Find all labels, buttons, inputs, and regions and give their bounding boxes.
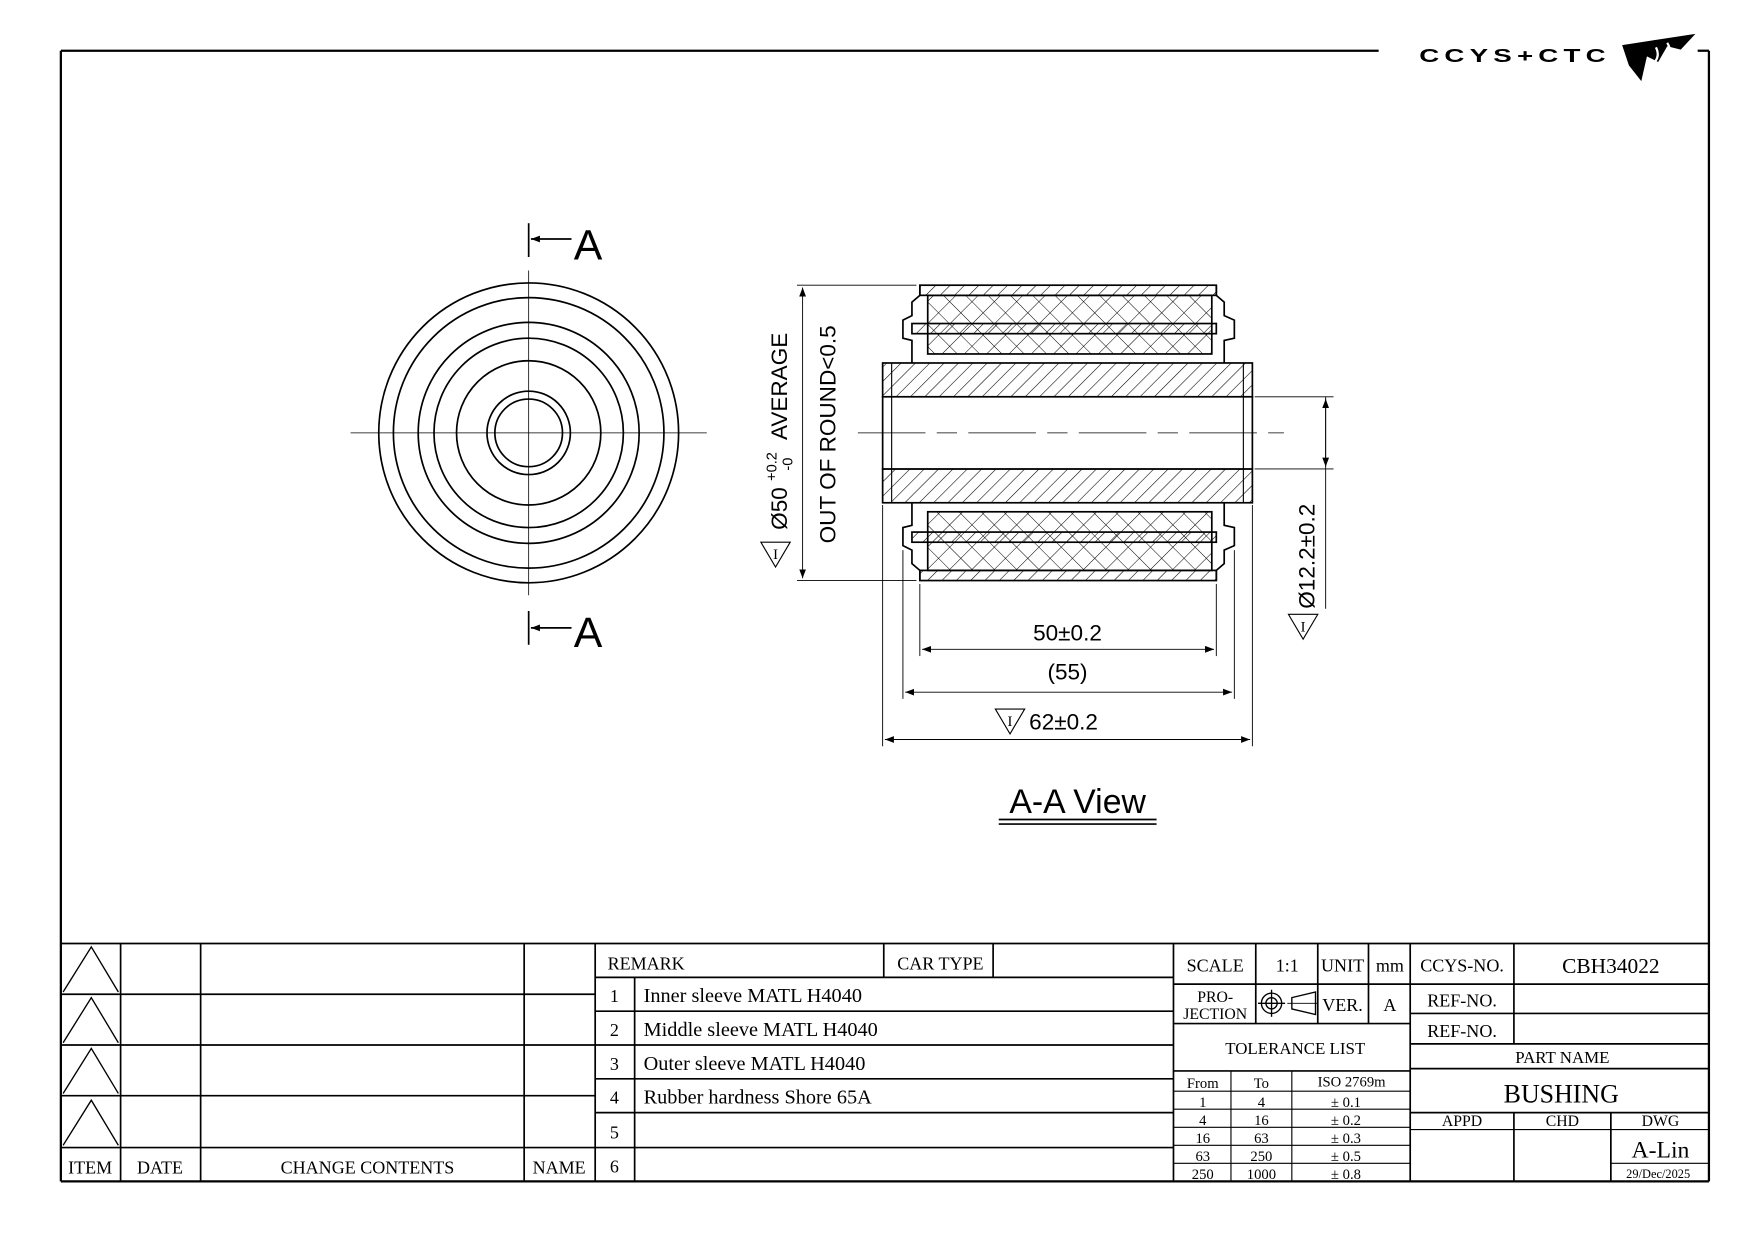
remark-no: 6 xyxy=(609,1156,619,1177)
projection-label: JECTION xyxy=(1183,1006,1248,1024)
od-tolerance-lower: -0 xyxy=(780,457,797,471)
part-name-label: PART NAME xyxy=(1515,1048,1610,1068)
od-tolerance-upper: +0.2 xyxy=(764,452,781,481)
tolerance-header: To xyxy=(1253,1075,1270,1092)
tolerance-cell: ± 0.2 xyxy=(1330,1113,1361,1130)
drawing-date: 29/Dec/2025 xyxy=(1626,1167,1691,1181)
od-note: AVERAGE xyxy=(766,332,792,441)
remark-no: 1 xyxy=(609,986,619,1007)
remark-text: Middle sleeve MATL H4040 xyxy=(643,1018,878,1041)
unit-value: mm xyxy=(1375,955,1404,976)
header-date: DATE xyxy=(137,1157,184,1178)
header-item: ITEM xyxy=(68,1157,113,1178)
tolerance-cell: 16 xyxy=(1254,1113,1269,1130)
length-overall-dimension: 62±0.2 xyxy=(1029,709,1098,735)
view-title: A-A View xyxy=(1009,782,1146,821)
remark-no: 5 xyxy=(609,1122,619,1143)
header-name: NAME xyxy=(532,1157,586,1178)
tolerance-cell: 1000 xyxy=(1246,1167,1277,1184)
tolerance-cell: 63 xyxy=(1195,1149,1211,1166)
remark-header: REMARK xyxy=(607,953,685,974)
ref-no-label: REF-NO. xyxy=(1427,990,1497,1011)
remark-text: Inner sleeve MATL H4040 xyxy=(643,985,862,1008)
remark-no: 2 xyxy=(609,1019,619,1040)
inspection-mark-label: I xyxy=(1300,619,1306,636)
od-dimension: Ø50 xyxy=(766,487,792,530)
chd-label: CHD xyxy=(1545,1113,1580,1131)
remark-no: 3 xyxy=(609,1053,619,1074)
out-of-round-note: OUT OF ROUND<0.5 xyxy=(815,325,841,544)
appd-label: APPD xyxy=(1441,1113,1483,1131)
svg-text:Ø50 +0.2 -0 xyxy=(757,333,798,530)
tolerance-cell: ± 0.5 xyxy=(1330,1149,1361,1166)
tolerance-cell: 4 xyxy=(1199,1113,1207,1130)
unit-label: UNIT xyxy=(1321,955,1365,976)
remark-no: 4 xyxy=(609,1087,619,1108)
logo-mark-icon xyxy=(1622,34,1695,81)
dwg-value: A-Lin xyxy=(1631,1137,1690,1164)
section-marker-bottom: A xyxy=(573,609,603,658)
tolerance-cell: 250 xyxy=(1250,1149,1273,1166)
ccys-no-label: CCYS-NO. xyxy=(1420,955,1504,976)
length-ref-dimension: (55) xyxy=(1047,659,1088,685)
header-change-contents: CHANGE CONTENTS xyxy=(280,1157,455,1178)
tolerance-cell: 4 xyxy=(1257,1094,1266,1111)
tolerance-cell: ± 0.8 xyxy=(1330,1167,1361,1184)
brand-logo-text: CCYS+CTC xyxy=(1419,45,1611,66)
tolerance-cell: 250 xyxy=(1191,1167,1214,1184)
section-view xyxy=(858,285,1284,580)
inspection-mark-label: I xyxy=(773,547,778,564)
remark-text: Outer sleeve MATL H4040 xyxy=(643,1052,866,1075)
tolerance-title: TOLERANCE LIST xyxy=(1225,1039,1366,1058)
id-dimension: Ø12.2±0.2 xyxy=(1294,503,1320,609)
car-type-label: CAR TYPE xyxy=(897,953,984,974)
version-label: VER. xyxy=(1322,995,1363,1016)
ref-no-label: REF-NO. xyxy=(1427,1021,1497,1042)
version-value: A xyxy=(1383,995,1397,1016)
ccys-no-value: CBH34022 xyxy=(1562,953,1660,978)
remark-text: Rubber hardness Shore 65A xyxy=(643,1086,872,1109)
part-name-value: BUSHING xyxy=(1503,1079,1619,1109)
title-block-grid xyxy=(61,944,1709,1182)
dwg-label: DWG xyxy=(1641,1113,1680,1131)
tolerance-cell: ± 0.1 xyxy=(1330,1094,1361,1111)
tolerance-cell: 1 xyxy=(1199,1094,1207,1111)
brand-logo xyxy=(1419,34,1695,81)
section-marker-top: A xyxy=(573,221,603,270)
projection-symbol-icon xyxy=(1258,990,1318,1017)
inspection-mark-label: I xyxy=(1007,713,1013,730)
tolerance-cell: 16 xyxy=(1195,1131,1211,1148)
projection-label: PRO- xyxy=(1197,989,1234,1007)
tolerance-cell: 63 xyxy=(1254,1131,1269,1148)
tolerance-header: ISO 2769m xyxy=(1317,1074,1386,1091)
length-middle-dimension: 50±0.2 xyxy=(1033,620,1102,646)
front-view xyxy=(351,223,707,645)
tolerance-cell: ± 0.3 xyxy=(1330,1131,1361,1148)
tolerance-header: From xyxy=(1186,1075,1219,1092)
scale-value: 1:1 xyxy=(1275,955,1299,976)
scale-label: SCALE xyxy=(1186,955,1244,976)
